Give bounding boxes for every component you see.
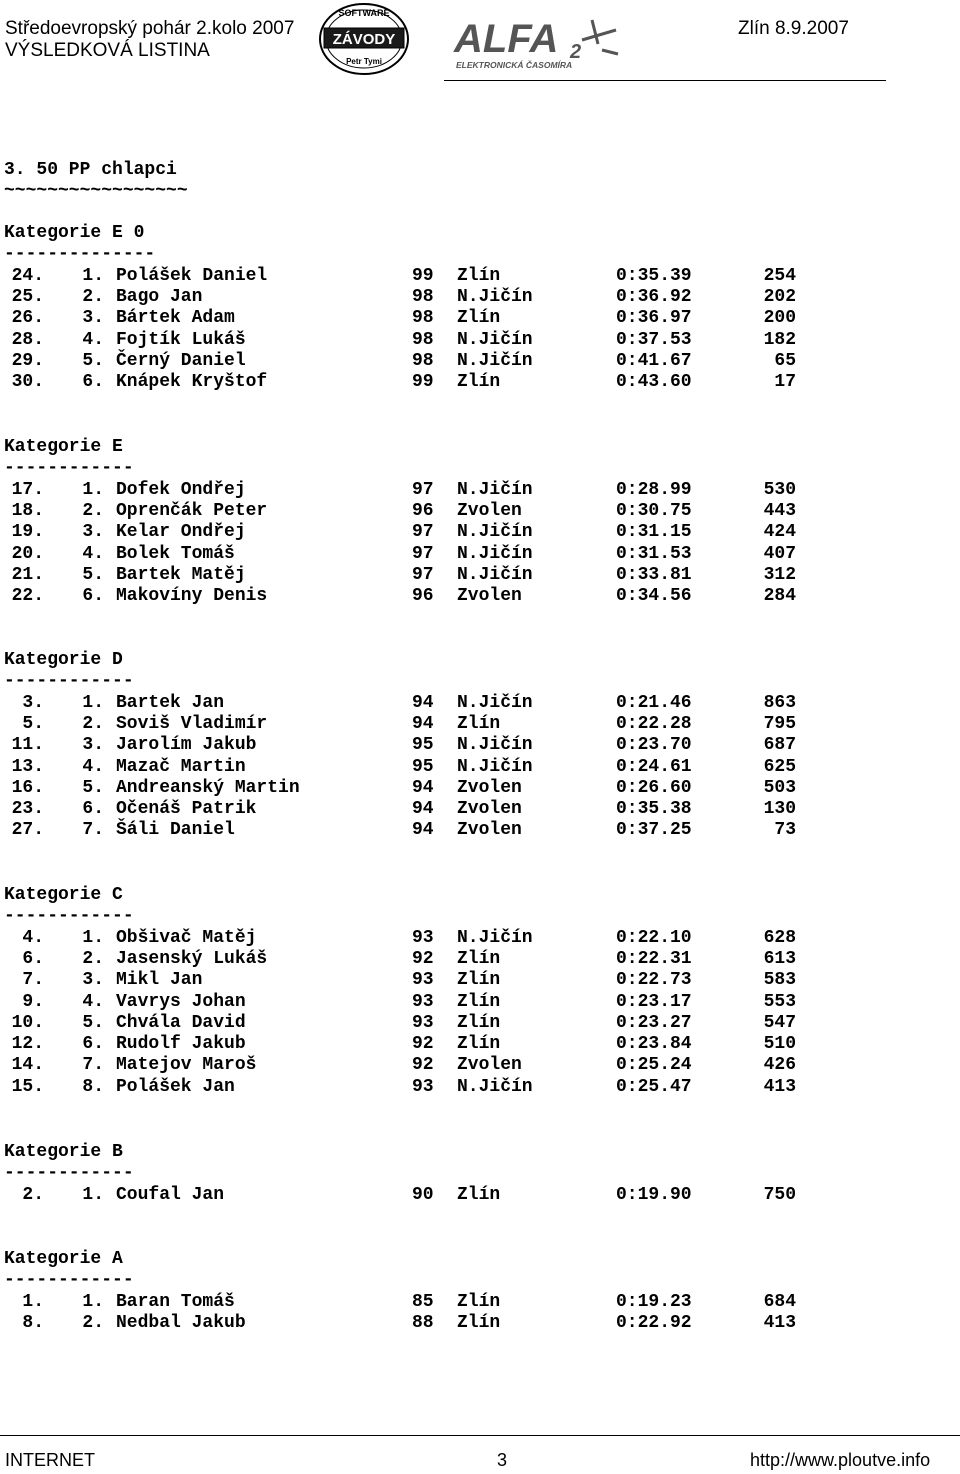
- result-rank: 27.: [11, 820, 44, 841]
- result-year: 92: [412, 948, 434, 969]
- category-heading: Kategorie B: [4, 1142, 123, 1162]
- result-pos: 2.: [82, 713, 104, 734]
- result-rank: 29.: [11, 350, 44, 371]
- category-heading: Kategorie E 0: [4, 223, 145, 243]
- result-pos: 6.: [82, 1034, 104, 1055]
- result-name: Obšivač Matěj: [116, 927, 257, 948]
- result-year: 88: [412, 1312, 434, 1333]
- result-rank: 15.: [11, 1076, 44, 1097]
- svg-text:ELEKTRONICKÁ ČASOMÍRA: ELEKTRONICKÁ ČASOMÍRA: [456, 60, 573, 70]
- result-row: [0, 928, 820, 949]
- result-club: N.Jičín: [457, 927, 533, 948]
- result-row: [0, 1013, 820, 1034]
- result-rank: 22.: [11, 586, 44, 607]
- result-year: 97: [412, 543, 434, 564]
- result-points: 503: [763, 777, 796, 798]
- result-time: 0:19.23: [616, 1291, 692, 1312]
- category-rule: ------------: [4, 1163, 134, 1184]
- result-points: 443: [763, 500, 796, 521]
- result-year: 97: [412, 479, 434, 500]
- category-rule: ------------: [4, 906, 134, 927]
- result-row: [0, 757, 820, 778]
- result-time: 0:35.38: [616, 799, 692, 820]
- result-name: Soviš Vladimír: [116, 713, 268, 734]
- result-year: 98: [412, 350, 434, 371]
- result-club: N.Jičín: [457, 564, 533, 585]
- result-year: 90: [412, 1184, 434, 1205]
- result-pos: 5.: [82, 564, 104, 585]
- result-club: Zlín: [457, 1312, 501, 1333]
- svg-text:ZÁVODY: ZÁVODY: [332, 31, 396, 48]
- result-time: 0:37.53: [616, 329, 692, 350]
- result-time: 0:19.90: [616, 1184, 692, 1205]
- result-time: 0:22.28: [616, 713, 692, 734]
- svg-text:2: 2: [570, 41, 582, 63]
- footer-label: INTERNET: [5, 1450, 95, 1470]
- result-pos: 1.: [82, 1291, 104, 1312]
- result-rank: 24.: [11, 265, 44, 286]
- result-pos: 4.: [82, 543, 104, 564]
- result-year: 85: [412, 1291, 434, 1312]
- result-pos: 6.: [82, 586, 104, 607]
- result-pos: 3.: [82, 970, 104, 991]
- result-time: 0:22.10: [616, 927, 692, 948]
- result-pos: 4.: [82, 329, 104, 350]
- category-heading: Kategorie E: [4, 437, 123, 457]
- result-points: 426: [763, 1055, 796, 1076]
- category-heading: Kategorie A: [4, 1249, 123, 1269]
- result-time: 0:22.92: [616, 1312, 692, 1333]
- result-row: [0, 522, 820, 543]
- page-subtitle: VÝSLEDKOVÁ LISTINA: [5, 40, 210, 61]
- result-row: [0, 1292, 820, 1313]
- result-points: 863: [763, 692, 796, 713]
- result-pos: 5.: [82, 1012, 104, 1033]
- result-row: [0, 287, 820, 308]
- result-time: 0:23.27: [616, 1012, 692, 1033]
- result-row: [0, 586, 820, 607]
- result-club: N.Jičín: [457, 756, 533, 777]
- result-club: Zvolen: [457, 586, 522, 607]
- result-rank: 3.: [22, 692, 44, 713]
- result-rank: 21.: [11, 564, 44, 585]
- result-time: 0:23.17: [616, 991, 692, 1012]
- result-time: 0:25.47: [616, 1076, 692, 1097]
- result-year: 99: [412, 372, 434, 393]
- result-club: N.Jičín: [457, 329, 533, 350]
- result-pos: 2.: [82, 948, 104, 969]
- result-name: Coufal Jan: [116, 1184, 225, 1205]
- result-name: Makovíny Denis: [116, 586, 268, 607]
- result-time: 0:31.15: [616, 522, 692, 543]
- result-pos: 5.: [82, 777, 104, 798]
- result-pos: 6.: [82, 372, 104, 393]
- footer-rule: [0, 1435, 960, 1436]
- result-name: Matejov Maroš: [116, 1055, 257, 1076]
- result-row: [0, 266, 820, 287]
- result-year: 95: [412, 756, 434, 777]
- result-club: Zvolen: [457, 500, 522, 521]
- result-club: N.Jičín: [457, 522, 533, 543]
- result-points: 284: [763, 586, 796, 607]
- result-rank: 11.: [11, 735, 44, 756]
- result-points: 628: [763, 927, 796, 948]
- result-name: Chvála David: [116, 1012, 246, 1033]
- result-pos: 3.: [82, 735, 104, 756]
- result-club: Zlín: [457, 372, 501, 393]
- result-row: [0, 351, 820, 372]
- result-year: 98: [412, 308, 434, 329]
- result-time: 0:41.67: [616, 350, 692, 371]
- result-name: Nedbal Jakub: [116, 1312, 246, 1333]
- result-rank: 20.: [11, 543, 44, 564]
- result-year: 94: [412, 777, 434, 798]
- result-row: [0, 714, 820, 735]
- result-year: 93: [412, 970, 434, 991]
- category-heading: Kategorie D: [4, 650, 123, 670]
- result-row: [0, 799, 820, 820]
- result-time: 0:30.75: [616, 500, 692, 521]
- result-year: 97: [412, 522, 434, 543]
- result-year: 97: [412, 564, 434, 585]
- result-name: Andreanský Martin: [116, 777, 300, 798]
- result-row: [0, 1077, 820, 1098]
- result-club: Zlín: [457, 1291, 501, 1312]
- result-points: 613: [763, 948, 796, 969]
- result-club: Zvolen: [457, 820, 522, 841]
- result-points: 530: [763, 479, 796, 500]
- result-name: Mikl Jan: [116, 970, 203, 991]
- result-pos: 7.: [82, 820, 104, 841]
- result-time: 0:33.81: [616, 564, 692, 585]
- result-club: Zvolen: [457, 777, 522, 798]
- result-name: Šáli Daniel: [116, 820, 235, 841]
- result-row: [0, 1055, 820, 1076]
- result-club: Zlín: [457, 948, 501, 969]
- result-rank: 19.: [11, 522, 44, 543]
- result-name: Bolek Tomáš: [116, 543, 235, 564]
- result-pos: 4.: [82, 756, 104, 777]
- result-name: Rudolf Jakub: [116, 1034, 246, 1055]
- result-row: [0, 330, 820, 351]
- result-points: 65: [774, 350, 796, 371]
- result-points: 407: [763, 543, 796, 564]
- result-club: Zlín: [457, 1034, 501, 1055]
- result-pos: 3.: [82, 522, 104, 543]
- result-rank: 5.: [22, 713, 44, 734]
- result-pos: 3.: [82, 308, 104, 329]
- result-rank: 9.: [22, 991, 44, 1012]
- result-year: 94: [412, 713, 434, 734]
- svg-text:ALFA: ALFA: [454, 17, 559, 61]
- result-club: N.Jičín: [457, 543, 533, 564]
- page-title: Středoevropský pohár 2.kolo 2007: [5, 18, 295, 39]
- result-pos: 2.: [82, 1312, 104, 1333]
- result-name: Kelar Ondřej: [116, 522, 246, 543]
- result-club: Zlín: [457, 970, 501, 991]
- result-points: 684: [763, 1291, 796, 1312]
- result-pos: 4.: [82, 991, 104, 1012]
- result-points: 625: [763, 756, 796, 777]
- footer-url: http://www.ploutve.info: [750, 1450, 931, 1470]
- result-points: 130: [763, 799, 796, 820]
- result-row: [0, 1185, 820, 1206]
- result-time: 0:34.56: [616, 586, 692, 607]
- result-time: 0:31.53: [616, 543, 692, 564]
- result-year: 99: [412, 265, 434, 286]
- result-points: 413: [763, 1312, 796, 1333]
- result-rank: 14.: [11, 1055, 44, 1076]
- event-title: 3. 50 PP chlapci: [4, 160, 177, 180]
- result-pos: 1.: [82, 479, 104, 500]
- result-time: 0:36.92: [616, 286, 692, 307]
- category-rule: ------------: [4, 671, 134, 692]
- result-row: [0, 308, 820, 329]
- result-points: 424: [763, 522, 796, 543]
- result-pos: 5.: [82, 350, 104, 371]
- result-points: 312: [763, 564, 796, 585]
- result-pos: 2.: [82, 286, 104, 307]
- result-points: 795: [763, 713, 796, 734]
- result-rank: 1.: [22, 1291, 44, 1312]
- result-club: Zlín: [457, 1012, 501, 1033]
- result-time: 0:43.60: [616, 372, 692, 393]
- result-rank: 7.: [22, 970, 44, 991]
- result-rank: 28.: [11, 329, 44, 350]
- result-club: Zlín: [457, 713, 501, 734]
- result-name: Baran Tomáš: [116, 1291, 235, 1312]
- result-club: N.Jičín: [457, 286, 533, 307]
- result-name: Knápek Kryštof: [116, 372, 268, 393]
- category-rule: --------------: [4, 244, 156, 265]
- result-name: Bago Jan: [116, 286, 203, 307]
- result-club: N.Jičín: [457, 350, 533, 371]
- event-date: Zlín 8.9.2007: [738, 18, 849, 39]
- result-points: 182: [763, 329, 796, 350]
- event-title-underline: ~~~~~~~~~~~~~~~~~: [4, 181, 188, 201]
- result-rank: 16.: [11, 777, 44, 798]
- result-rank: 8.: [22, 1312, 44, 1333]
- result-time: 0:35.39: [616, 265, 692, 286]
- result-rank: 4.: [22, 927, 44, 948]
- result-year: 92: [412, 1034, 434, 1055]
- category-rule: ------------: [4, 1270, 134, 1291]
- result-year: 93: [412, 927, 434, 948]
- result-pos: 8.: [82, 1076, 104, 1097]
- result-club: Zvolen: [457, 799, 522, 820]
- result-row: [0, 970, 820, 991]
- result-time: 0:22.73: [616, 970, 692, 991]
- result-pos: 6.: [82, 799, 104, 820]
- result-club: Zlín: [457, 265, 501, 286]
- result-club: N.Jičín: [457, 692, 533, 713]
- result-row: [0, 735, 820, 756]
- result-name: Polášek Jan: [116, 1076, 235, 1097]
- result-time: 0:21.46: [616, 692, 692, 713]
- result-time: 0:36.97: [616, 308, 692, 329]
- result-row: [0, 544, 820, 565]
- result-year: 93: [412, 1076, 434, 1097]
- result-name: Vavrys Johan: [116, 991, 246, 1012]
- result-row: [0, 693, 820, 714]
- result-year: 93: [412, 991, 434, 1012]
- result-time: 0:25.24: [616, 1055, 692, 1076]
- category-heading: Kategorie C: [4, 885, 123, 905]
- result-year: 95: [412, 735, 434, 756]
- svg-text:Petr Tymi: Petr Tymi: [346, 57, 382, 66]
- result-club: N.Jičín: [457, 735, 533, 756]
- result-rank: 17.: [11, 479, 44, 500]
- result-year: 94: [412, 799, 434, 820]
- result-year: 98: [412, 286, 434, 307]
- result-points: 583: [763, 970, 796, 991]
- result-name: Bartek Jan: [116, 692, 225, 713]
- result-time: 0:28.99: [616, 479, 692, 500]
- result-time: 0:24.61: [616, 756, 692, 777]
- result-points: 553: [763, 991, 796, 1012]
- result-points: 17: [774, 372, 796, 393]
- result-points: 547: [763, 1012, 796, 1033]
- result-name: Oprenčák Peter: [116, 500, 268, 521]
- result-name: Černý Daniel: [116, 350, 246, 371]
- result-row: [0, 820, 820, 841]
- result-club: Zlín: [457, 1184, 501, 1205]
- result-pos: 7.: [82, 1055, 104, 1076]
- category-rule: ------------: [4, 458, 134, 479]
- result-rank: 23.: [11, 799, 44, 820]
- result-rank: 30.: [11, 372, 44, 393]
- result-row: [0, 480, 820, 501]
- result-rank: 26.: [11, 308, 44, 329]
- result-name: Dofek Ondřej: [116, 479, 246, 500]
- result-year: 94: [412, 692, 434, 713]
- result-rank: 6.: [22, 948, 44, 969]
- result-name: Jarolím Jakub: [116, 735, 257, 756]
- result-points: 202: [763, 286, 796, 307]
- result-pos: 2.: [82, 500, 104, 521]
- result-rank: 12.: [11, 1034, 44, 1055]
- result-pos: 1.: [82, 692, 104, 713]
- result-year: 96: [412, 500, 434, 521]
- result-club: Zlín: [457, 308, 501, 329]
- zavody-software-logo: [318, 2, 410, 76]
- result-year: 98: [412, 329, 434, 350]
- result-year: 96: [412, 586, 434, 607]
- result-row: [0, 1034, 820, 1055]
- result-row: [0, 1313, 820, 1334]
- result-name: Bartek Matěj: [116, 564, 246, 585]
- result-row: [0, 372, 820, 393]
- result-time: 0:37.25: [616, 820, 692, 841]
- result-pos: 1.: [82, 1184, 104, 1205]
- result-row: [0, 565, 820, 586]
- svg-text:SOFTWARE: SOFTWARE: [338, 8, 390, 18]
- result-time: 0:23.70: [616, 735, 692, 756]
- result-pos: 1.: [82, 927, 104, 948]
- result-club: Zlín: [457, 991, 501, 1012]
- result-rank: 25.: [11, 286, 44, 307]
- result-row: [0, 778, 820, 799]
- result-year: 94: [412, 820, 434, 841]
- result-club: N.Jičín: [457, 1076, 533, 1097]
- result-time: 0:22.31: [616, 948, 692, 969]
- result-row: [0, 992, 820, 1013]
- result-points: 200: [763, 308, 796, 329]
- result-rank: 10.: [11, 1012, 44, 1033]
- result-club: N.Jičín: [457, 479, 533, 500]
- result-time: 0:26.60: [616, 777, 692, 798]
- result-points: 750: [763, 1184, 796, 1205]
- header-rule: [444, 80, 886, 81]
- result-rank: 2.: [22, 1184, 44, 1205]
- result-club: Zvolen: [457, 1055, 522, 1076]
- result-name: Bártek Adam: [116, 308, 235, 329]
- result-year: 92: [412, 1055, 434, 1076]
- result-name: Očenáš Patrik: [116, 799, 257, 820]
- result-points: 687: [763, 735, 796, 756]
- page-number: 3: [497, 1450, 508, 1470]
- result-rank: 13.: [11, 756, 44, 777]
- result-points: 73: [774, 820, 796, 841]
- result-name: Jasenský Lukáš: [116, 948, 268, 969]
- result-name: Mazač Martin: [116, 756, 246, 777]
- result-name: Polášek Daniel: [116, 265, 268, 286]
- result-rank: 18.: [11, 500, 44, 521]
- result-name: Fojtík Lukáš: [116, 329, 246, 350]
- result-points: 413: [763, 1076, 796, 1097]
- result-row: [0, 949, 820, 970]
- result-points: 254: [763, 265, 796, 286]
- result-points: 510: [763, 1034, 796, 1055]
- result-row: [0, 501, 820, 522]
- result-pos: 1.: [82, 265, 104, 286]
- alfa2-timing-logo: [452, 14, 622, 72]
- result-year: 93: [412, 1012, 434, 1033]
- result-time: 0:23.84: [616, 1034, 692, 1055]
